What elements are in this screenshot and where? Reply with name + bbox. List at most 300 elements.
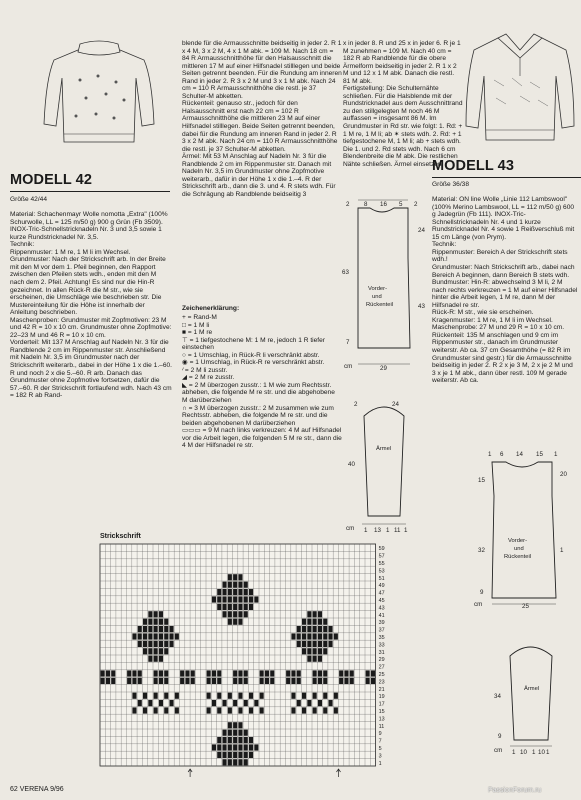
- chart-row-label: 3: [378, 753, 382, 760]
- chart-cell-dark: [154, 611, 158, 617]
- chart-cell-dark: [238, 574, 242, 580]
- chart-row-label: 13: [378, 716, 385, 723]
- schematic-43-body: [470, 448, 580, 608]
- chart-cell-dark: [164, 648, 168, 654]
- chart-cell-dark: [313, 633, 317, 639]
- chart-cell-dark: [233, 619, 237, 625]
- chart-cell-dark: [233, 596, 237, 602]
- dim-label: 1: [512, 749, 516, 756]
- dim-label: 9: [498, 733, 502, 740]
- schematic-42-sleeve: [342, 396, 442, 536]
- chart-cell-dark: [371, 678, 375, 684]
- chart-cell-dark: [154, 678, 158, 684]
- chart-row-label: 15: [378, 709, 385, 715]
- chart-cell-dark: [207, 693, 211, 699]
- chart-cell-dark: [244, 604, 248, 610]
- chart-cell-dark: [233, 700, 237, 706]
- chart-cell-dark: [244, 596, 248, 602]
- chart-cell-dark: [217, 589, 221, 595]
- chart-cell-dark: [313, 648, 317, 654]
- chart-cell-dark: [223, 759, 227, 765]
- model-43-title: MODELL 43: [432, 158, 515, 174]
- chart-cell-dark: [307, 619, 311, 625]
- chart-cell-dark: [228, 693, 232, 699]
- chart-cell-dark: [132, 693, 136, 699]
- sweater-42-sketch: [40, 38, 158, 150]
- chart-cell-dark: [302, 693, 306, 699]
- dim-label: 1: [404, 527, 408, 534]
- chart-cell-dark: [249, 737, 253, 743]
- chart-row-label: 59: [378, 546, 385, 553]
- chart-cell-dark: [318, 611, 322, 617]
- chart-cell-dark: [228, 722, 232, 728]
- chart-row-label: 55: [378, 561, 385, 567]
- chart-cell-dark: [217, 752, 221, 758]
- chart-cell-dark: [297, 700, 301, 706]
- chart-cell-dark: [159, 670, 163, 676]
- chart-cell-dark: [238, 693, 242, 699]
- chart-cell-dark: [318, 648, 322, 654]
- dim-label: 1: [554, 451, 558, 458]
- chart-cell-dark: [148, 656, 152, 662]
- chart-cell-dark: [228, 752, 232, 758]
- chart-cell-dark: [334, 693, 338, 699]
- chart-cell-dark: [180, 670, 184, 676]
- chart-cell-dark: [334, 707, 338, 713]
- chart-cell-dark: [223, 611, 227, 617]
- dim-label: 5: [399, 201, 403, 208]
- dim-label: 34: [494, 693, 501, 700]
- model-42-rule: [10, 191, 170, 192]
- chart-cell-dark: [191, 670, 195, 676]
- chart-cell-dark: [212, 670, 216, 676]
- chart-cell-dark: [238, 670, 242, 676]
- chart-cell-dark: [164, 670, 168, 676]
- column-3-text: x in jeder 8. R und 25 x in jeder 6. R je 1 M zunehmen = 109 M. Nach 40 cm = 182 R ab Randblende für die obere Ärmelform beidseitig in jeder 2. R 1 x 2 M und 12 x 1 M abk. Danach die restl. 81 M abk. Fertigstellung: Die Schulternähte schließen. Für die Halsblende mit der Rundstricknadel aus dem Ausschnittrand zu den stillgelegten M noch 46 M auffassen = insgesamt 86 M. Im Grundmuster in Rd str. wie folgt: 1. Rd: + 1 M re, 1 M li; ab ✶ stets wdh. 2. Rd: + 1 tiefgestochene M, 1 M li; ab + stets wdh. Die 1. und 2. Rd stets wdh. Nach 6 cm Blendenbreite die M abk. Die restlichen Nähte schließen. Ärmel einsetzen.: [343, 40, 463, 168]
- chart-cell-dark: [175, 693, 179, 699]
- chart-cell-dark: [238, 752, 242, 758]
- chart-cell-dark: [223, 589, 227, 595]
- chart-cell-dark: [164, 633, 168, 639]
- chart-cell-dark: [244, 611, 248, 617]
- dim-label: 14: [516, 451, 523, 458]
- chart-cell-dark: [148, 619, 152, 625]
- chart-cell-dark: [170, 641, 174, 647]
- chart-cell-dark: [127, 678, 131, 684]
- chart-cell-dark: [233, 759, 237, 765]
- chart-cell-dark: [238, 582, 242, 588]
- chart-cell-dark: [228, 574, 232, 580]
- chart-row-label: 41: [378, 612, 385, 619]
- dim-label: 11: [394, 527, 401, 534]
- dim-label: 15: [478, 477, 485, 484]
- dim-label: 24: [392, 401, 399, 408]
- chart-cell-dark: [249, 752, 253, 758]
- chart-cell-dark: [244, 582, 248, 588]
- chart-cell-dark: [297, 670, 301, 676]
- chart-cell-dark: [212, 744, 216, 750]
- chart-cell-dark: [238, 589, 242, 595]
- dim-label: 2: [346, 201, 350, 208]
- chart-cell-dark: [302, 626, 306, 632]
- dim-label: 6: [500, 451, 504, 458]
- chart-cell-dark: [302, 633, 306, 639]
- chart-cell-dark: [329, 700, 333, 706]
- chart-row-label: 35: [378, 635, 385, 641]
- chart-cell-dark: [106, 678, 110, 684]
- chart-cell-dark: [159, 678, 163, 684]
- dim-label: 1: [560, 547, 564, 554]
- chart-cell-dark: [217, 693, 221, 699]
- dim-label: 20: [560, 471, 567, 478]
- schematic-42-body: [340, 198, 440, 373]
- chart-cell-dark: [291, 707, 295, 713]
- chart-cell-dark: [143, 707, 147, 713]
- chart-cell-dark: [185, 670, 189, 676]
- chart-cell-dark: [207, 707, 211, 713]
- chart-cell-dark: [244, 744, 248, 750]
- chart-cell-dark: [318, 641, 322, 647]
- chart-cell-dark: [297, 626, 301, 632]
- chart-cell-dark: [148, 611, 152, 617]
- chart-row-label: 39: [378, 620, 385, 627]
- dim-unit: cm: [494, 747, 503, 754]
- chart-cell-dark: [297, 678, 301, 684]
- chart-cell-dark: [323, 670, 327, 676]
- chart-cell-dark: [223, 752, 227, 758]
- chart-cell-dark: [244, 759, 248, 765]
- chart-cell-dark: [228, 737, 232, 743]
- chart-cell-dark: [350, 678, 354, 684]
- chart-cell-dark: [297, 633, 301, 639]
- chart-cell-dark: [143, 693, 147, 699]
- chart-cell-dark: [217, 744, 221, 750]
- chart-cell-dark: [191, 678, 195, 684]
- piece-label: Vorder-: [508, 538, 528, 544]
- chart-cell-dark: [212, 596, 216, 602]
- chart-row-label: 5: [378, 746, 382, 752]
- piece-label: Vorder-: [368, 286, 388, 292]
- chart-cell-dark: [228, 744, 232, 750]
- chart-cell-dark: [260, 678, 264, 684]
- chart-cell-dark: [318, 626, 322, 632]
- chart-cell-dark: [313, 641, 317, 647]
- chart-cell-dark: [212, 678, 216, 684]
- chart-cell-dark: [228, 582, 232, 588]
- legend-title: Zeichenerklärung:: [182, 305, 240, 312]
- chart-cell-dark: [323, 648, 327, 654]
- knitting-chart: [98, 541, 408, 783]
- chart-cell-dark: [291, 670, 295, 676]
- chart-cell-dark: [233, 611, 237, 617]
- chart-cell-dark: [159, 626, 163, 632]
- chart-cell-dark: [302, 641, 306, 647]
- dim-label: 1: [386, 527, 390, 534]
- piece-label: Ärmel: [524, 686, 540, 692]
- chart-cell-dark: [138, 633, 142, 639]
- dim-label: 1: [546, 749, 550, 756]
- chart-cell-dark: [223, 730, 227, 736]
- dim-unit: cm: [344, 363, 353, 370]
- chart-cell-dark: [154, 656, 158, 662]
- chart-row-label: 47: [378, 590, 385, 597]
- chart-cell-dark: [329, 633, 333, 639]
- chart-cell-dark: [313, 678, 317, 684]
- chart-cell-dark: [228, 611, 232, 617]
- chart-row-label: 27: [378, 664, 385, 671]
- chart-cell-dark: [228, 619, 232, 625]
- chart-cell-dark: [111, 670, 115, 676]
- chart-cell-dark: [323, 619, 327, 625]
- chart-row-label: 25: [378, 672, 385, 678]
- chart-row-label: 9: [378, 731, 382, 738]
- chart-cell-dark: [233, 744, 237, 750]
- chart-cell-dark: [302, 707, 306, 713]
- chart-cell-dark: [286, 678, 290, 684]
- chart-cell-dark: [223, 700, 227, 706]
- chart-cell-dark: [223, 744, 227, 750]
- chart-cell-dark: [217, 737, 221, 743]
- chart-cell-dark: [217, 707, 221, 713]
- chart-cell-dark: [143, 641, 147, 647]
- chart-row-label: 19: [378, 694, 385, 701]
- chart-cell-dark: [143, 648, 147, 654]
- chart-cell-dark: [286, 670, 290, 676]
- chart-row-label: 7: [378, 738, 382, 745]
- dim-label: 16: [380, 201, 387, 208]
- chart-cell-dark: [244, 678, 248, 684]
- chart-cell-dark: [223, 596, 227, 602]
- chart-cell-dark: [318, 656, 322, 662]
- chart-cell-dark: [207, 670, 211, 676]
- chart-cell-dark: [329, 641, 333, 647]
- chart-cell-dark: [318, 633, 322, 639]
- chart-cell-dark: [233, 722, 237, 728]
- chart-row-label: 1: [378, 760, 382, 767]
- chart-cell-dark: [159, 611, 163, 617]
- chart-cell-dark: [217, 678, 221, 684]
- chart-cell-dark: [244, 670, 248, 676]
- dim-label: 2: [354, 401, 358, 408]
- chart-cell-dark: [238, 737, 242, 743]
- chart-cell-dark: [238, 596, 242, 602]
- chart-cell-dark: [265, 670, 269, 676]
- chart-repeat-arrow: [188, 769, 192, 777]
- model-43-rule: [432, 177, 581, 178]
- chart-cell-dark: [132, 670, 136, 676]
- chart-cell-dark: [318, 670, 322, 676]
- dim-label: 25: [522, 603, 529, 608]
- chart-cell-dark: [132, 678, 136, 684]
- chart-cell-dark: [318, 678, 322, 684]
- chart-cell-dark: [106, 670, 110, 676]
- dim-label: 1: [532, 749, 536, 756]
- chart-cell-dark: [170, 626, 174, 632]
- chart-cell-dark: [132, 707, 136, 713]
- chart-cell-dark: [180, 678, 184, 684]
- chart-cell-dark: [329, 626, 333, 632]
- chart-cell-dark: [164, 619, 168, 625]
- chart-cell-dark: [323, 707, 327, 713]
- chart-cell-dark: [170, 633, 174, 639]
- chart-cell-dark: [238, 707, 242, 713]
- chart-cell-dark: [344, 678, 348, 684]
- chart-cell-dark: [148, 648, 152, 654]
- piece-label: Ärmel: [376, 446, 392, 452]
- chart-cell-dark: [217, 596, 221, 602]
- chart-cell-dark: [143, 619, 147, 625]
- dim-label: 24: [418, 227, 425, 234]
- chart-cell-dark: [228, 759, 232, 765]
- chart-cell-dark: [127, 670, 131, 676]
- chart-cell-dark: [244, 700, 248, 706]
- chart-cell-dark: [291, 633, 295, 639]
- chart-cell-dark: [249, 604, 253, 610]
- chart-cell-dark: [318, 619, 322, 625]
- chart-cell-dark: [307, 611, 311, 617]
- chart-cell-dark: [344, 670, 348, 676]
- dim-label: 13: [374, 527, 381, 534]
- chart-row-label: 33: [378, 642, 385, 649]
- chart-cell-dark: [233, 670, 237, 676]
- chart-cell-dark: [238, 604, 242, 610]
- chart-cell-dark: [138, 626, 142, 632]
- chart-cell-dark: [228, 730, 232, 736]
- chart-cell-dark: [164, 707, 168, 713]
- chart-cell-dark: [148, 633, 152, 639]
- chart-cell-dark: [170, 700, 174, 706]
- chart-cell-dark: [233, 752, 237, 758]
- model-42-title: MODELL 42: [10, 172, 93, 188]
- chart-cell-dark: [132, 633, 136, 639]
- chart-cell-dark: [233, 604, 237, 610]
- chart-cell-dark: [307, 641, 311, 647]
- chart-cell-dark: [154, 693, 158, 699]
- chart-cell-dark: [323, 626, 327, 632]
- chart-cell-dark: [260, 670, 264, 676]
- schematic-43-sleeve: [490, 636, 580, 756]
- chart-cell-dark: [260, 707, 264, 713]
- chart-cell-dark: [307, 626, 311, 632]
- chart-cell-dark: [339, 678, 343, 684]
- chart-cell-dark: [313, 656, 317, 662]
- chart-cell-dark: [233, 737, 237, 743]
- chart-cell-dark: [313, 626, 317, 632]
- chart-cell-dark: [228, 707, 232, 713]
- model-42-text: Größe 42/44 Material: Schachenmayr Wolle nomotta „Extra" (100% Schurwolle, LL = 125 m/50 g) 900 g Grün (Fb 3509). INOX-Tric-Schnellstricknadeln Nr. 3 und 3,5 sowie 1 kurze Rundstricknadel Nr. 3,5. Technik: Rippenmuster: 1 M re, 1 M li im Wechsel. Grundmuster: Nach der Strickschrift arb. In der Breite mit den M vor dem 1. Pfeil beginnen, den Rapport zwischen den Pfeilen stets wdh., enden mit den M nach dem 2. Pfeil. Achtung! Es sind nur die Hin-R gezeichnet. In allen Rück-R die M str., wie sie erscheinen, die Umschläge wie beschrieben str. Die Mustereinteilung für die Höhe ist innerhalb der Anleitung beschrieben. Maschenproben: Grundmuster mit Zopfmotiven: 23 M und 42 R = 10 x 10 cm. Grundmuster ohne Zopfmotive: 22–23 M und 46 R = 10 x 10 cm. Vorderteil: Mit 137 M Anschlag auf Nadeln Nr. 3 für die Randblende 2 cm im Rippenmuster str. Anschließend mit Nadeln Nr. 3,5 im Grundmuster nach der Strickschrift weiterarb., dabei in der Höhe 1 x die 1.–60. R und noch 2 x die 5.–60. R arb. Danach das Grundmuster ohne Zopfmotive fortsetzen, dafür die 57.–60. R der Strickschrift fortlaufend wdh. Nach 43 cm = 182 R ab Rand-: [10, 196, 172, 400]
- chart-row-label: 23: [378, 679, 385, 686]
- chart-cell-dark: [233, 582, 237, 588]
- dim-label: 15: [536, 451, 543, 458]
- chart-cell-dark: [254, 744, 258, 750]
- watermark: PassionForum.ru: [488, 787, 542, 794]
- column-2-text: blende für die Armausschnitte beidseitig in jeder 2. R 1 x 4 M, 3 x 2 M, 4 x 1 M abk. = 109 M. Nach 18 cm = 84 R Armausschnitthöhe für den Halsausschnitt die mittleren 17 M auf einer Hilfsnadel stilllegen und beide Seiten getrennt beenden. Für die Rundung am inneren Rand in jeder 2. R 3 x 2 M und 3 x 1 M abk. Nach 24 cm = 110 R Armausschnitthöhe die restl. je 37 Schulter-M abketten. Rückenteil: genauso str., jedoch für den Halsausschnitt erst nach 22 cm = 102 R Armausschnitthöhe die mittleren 23 M auf einer Hilfsnadel stilllegen. Beide Seiten getrennt beenden, dabei für die Rundung am inneren Rand in jeder 2. R 3 x 2 M abk. Nach 24 cm = 110 R Armausschnitthöhe die restl. je 37 Schulter-M abketten. Ärmel: Mit 53 M Anschlag auf Nadeln Nr. 3 für die Randblende 2 cm im Rippenmuster str. Danach mit Nadeln Nr. 3,5 im Grundmuster ohne Zopfmotive weiterarb., dafür in der Höhe 1 x die 1.–4. R der Strickschrift arb., dann die 3. und 4. R stets wdh. Für die Schrägung ab Randblende beidseitig 3: [182, 40, 342, 198]
- chart-cell-dark: [339, 670, 343, 676]
- chart-cell-dark: [244, 589, 248, 595]
- chart-cell-dark: [185, 678, 189, 684]
- chart-cell-dark: [228, 604, 232, 610]
- chart-cell-dark: [249, 693, 253, 699]
- chart-cell-dark: [313, 670, 317, 676]
- chart-row-label: 51: [378, 575, 385, 582]
- chart-cell-dark: [143, 626, 147, 632]
- chart-cell-dark: [302, 648, 306, 654]
- chart-row-label: 57: [378, 553, 385, 560]
- chart-cell-dark: [313, 707, 317, 713]
- chart-cell-dark: [244, 730, 248, 736]
- chart-cell-dark: [148, 626, 152, 632]
- chart-cell-dark: [164, 626, 168, 632]
- chart-cell-dark: [138, 670, 142, 676]
- dim-label: 10: [520, 749, 527, 756]
- chart-cell-dark: [260, 693, 264, 699]
- chart-cell-dark: [148, 641, 152, 647]
- dim-label: 1: [364, 527, 368, 534]
- sweater-43-sketch: [464, 30, 578, 148]
- chart-cell-dark: [233, 589, 237, 595]
- dim-label: 10: [538, 749, 545, 756]
- chart-cell-dark: [307, 633, 311, 639]
- chart-row-label: 31: [378, 649, 385, 656]
- chart-cell-dark: [154, 633, 158, 639]
- chart-cell-dark: [154, 670, 158, 676]
- chart-cell-dark: [164, 678, 168, 684]
- chart-cell-dark: [159, 619, 163, 625]
- chart-cell-dark: [238, 722, 242, 728]
- chart-cell-dark: [307, 700, 311, 706]
- chart-cell-dark: [154, 707, 158, 713]
- dim-label: 1: [488, 451, 492, 458]
- chart-cell-dark: [233, 574, 237, 580]
- chart-cell-dark: [138, 678, 142, 684]
- chart-cell-dark: [159, 633, 163, 639]
- chart-cell-dark: [238, 730, 242, 736]
- chart-cell-dark: [249, 596, 253, 602]
- chart-cell-dark: [254, 596, 258, 602]
- chart-cell-dark: [159, 641, 163, 647]
- dim-label: 2: [414, 201, 418, 208]
- chart-row-label: 17: [378, 701, 385, 708]
- chart-cell-dark: [154, 626, 158, 632]
- dim-label: 63: [342, 269, 349, 276]
- chart-cell-dark: [270, 678, 274, 684]
- chart-cell-dark: [249, 707, 253, 713]
- dim-label: 7: [346, 339, 350, 346]
- chart-row-label: 49: [378, 583, 385, 590]
- chart-cell-dark: [297, 641, 301, 647]
- chart-cell-dark: [366, 670, 370, 676]
- chart-cell-dark: [217, 604, 221, 610]
- chart-cell-dark: [159, 648, 163, 654]
- chart-cell-dark: [164, 641, 168, 647]
- chart-cell-dark: [366, 678, 370, 684]
- dim-unit: cm: [474, 601, 483, 608]
- chart-cell-dark: [244, 737, 248, 743]
- chart-cell-dark: [138, 641, 142, 647]
- chart-cell-dark: [334, 633, 338, 639]
- chart-cell-dark: [223, 737, 227, 743]
- chart-cell-dark: [164, 693, 168, 699]
- chart-cell-dark: [244, 752, 248, 758]
- chart-cell-dark: [323, 693, 327, 699]
- dim-label: 9: [480, 589, 484, 596]
- chart-row-label: 53: [378, 568, 385, 575]
- legend-text: + = Rand-M □ = 1 M li ■ = 1 M re ⊤ = 1 tiefgestochene M: 1 M re, jedoch 1 R tiefer einstechen ○ = 1 Umschlag, in Rück-R li verschränkt abstr. ◉ = 1 Umschlag, in Rück-R re verschränkt abstr. ⁄ = 2 M li zusstr. ◢ = 2 M re zusstr. ◣ = 2 M überzogen zusstr.: 1 M wie zum Rechtsstr. abheben, die folgende M re str. und die abgehobene M darüberziehen ∩ = 3 M überzogen zusstr.: 2 M zusammen wie zum Rechtsstr. abheben, die folgende M re str. und die beiden abgehobenen M darüberziehen ▭▭▭ = 9 M nach links verkreuzen: 4 M auf Hilfsnadel vor die Arbeit legen, die folgenden 5 M re str., dann die 4 M der Hilfsnadel re str.: [182, 314, 342, 450]
- chart-cell-dark: [101, 678, 105, 684]
- chart-cell-dark: [175, 707, 179, 713]
- chart-repeat-arrow: [337, 769, 341, 777]
- chart-cell-dark: [291, 693, 295, 699]
